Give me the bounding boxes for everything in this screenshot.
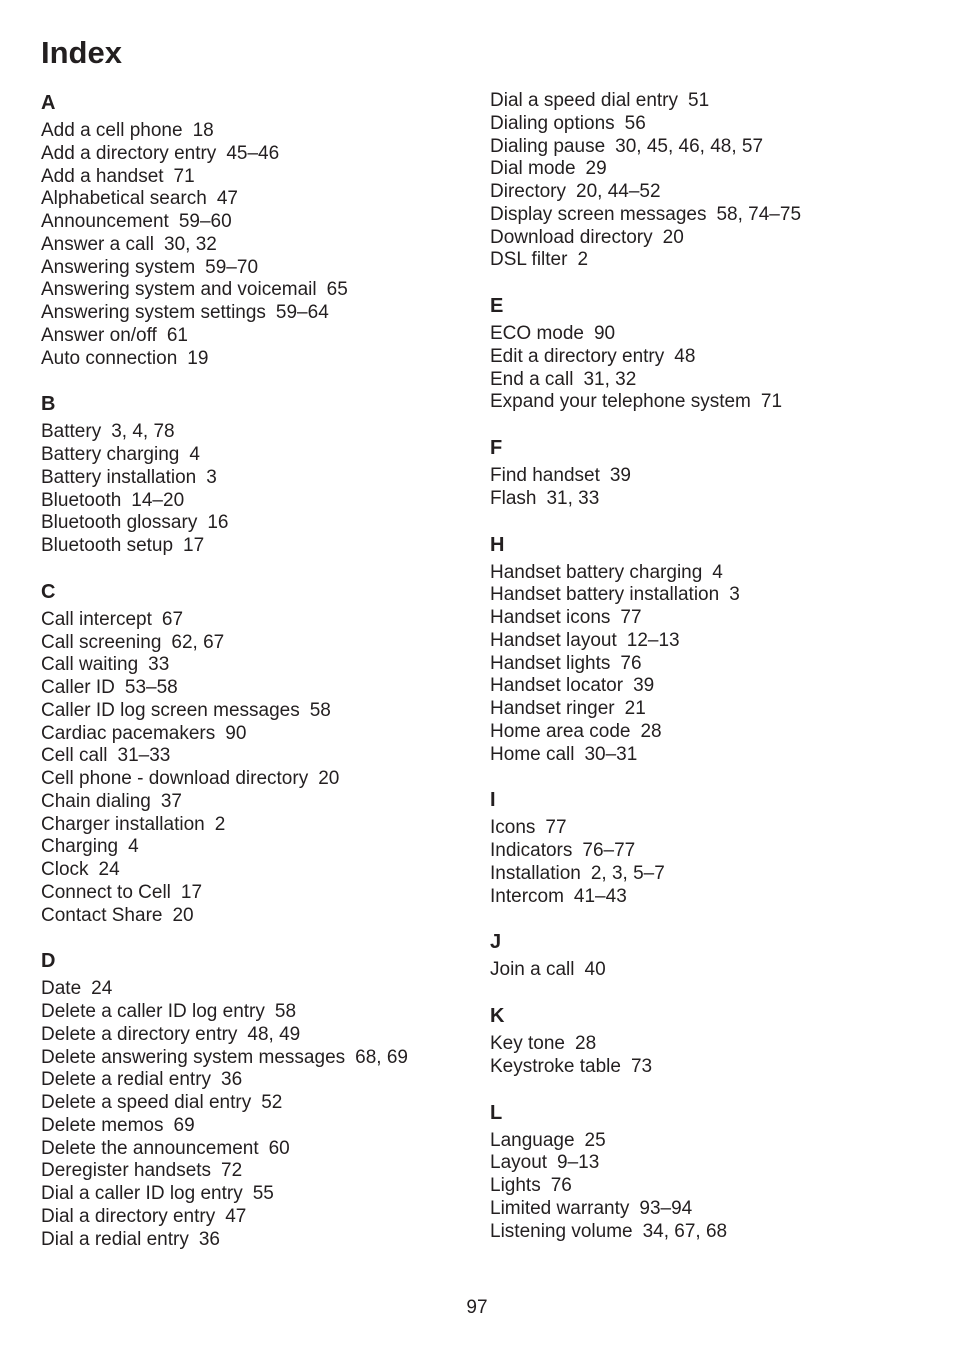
index-entry: [41, 768, 481, 791]
index-page-refs: 47: [225, 1205, 247, 1227]
index-page-refs: 17: [183, 535, 205, 556]
index-entry: [490, 1033, 930, 1056]
index-term: Alphabetical search: [41, 188, 207, 210]
index-term: Handset icons: [490, 607, 611, 628]
index-entry: [41, 444, 481, 467]
index-entry: [490, 227, 930, 250]
section-letter: J: [490, 931, 502, 954]
index-entry: [41, 882, 481, 905]
index-entry: [41, 302, 481, 325]
index-page-refs: 61: [166, 324, 188, 346]
index-term: Deregister handsets: [41, 1160, 212, 1182]
index-term: Find handset: [490, 465, 600, 486]
index-entry: [41, 905, 481, 928]
index-term: Limited warranty: [490, 1197, 630, 1219]
index-page-refs: 67: [161, 608, 184, 630]
index-entry-list: [490, 323, 930, 414]
index-term: Dial a speed dial entry: [490, 90, 678, 111]
index-page-refs: 20, 44–52: [576, 181, 661, 202]
index-entry-list: [490, 1130, 930, 1244]
index-page-refs: 33: [148, 654, 170, 676]
index-page-refs: 34, 67, 68: [642, 1220, 728, 1242]
index-term: Layout: [490, 1152, 548, 1174]
index-page-refs: 20: [662, 226, 684, 248]
index-term: Call intercept: [41, 608, 152, 630]
index-term: Delete a speed dial entry: [41, 1092, 252, 1113]
index-entry: [490, 465, 930, 488]
index-page-refs: 59–60: [178, 211, 232, 232]
index-term: Expand your telephone system: [490, 391, 751, 413]
index-page-refs: 69: [173, 1114, 195, 1136]
index-page-refs: 68, 69: [355, 1046, 408, 1068]
index-page-refs: 47: [216, 188, 238, 210]
index-entry: [490, 863, 930, 886]
index-page-refs: 30, 32: [164, 233, 217, 255]
section-letter: D: [41, 950, 56, 973]
index-section: [490, 787, 930, 908]
index-term: Call screening: [41, 631, 162, 653]
index-entry: [41, 700, 481, 723]
index-entry: [490, 90, 930, 113]
index-entry: [41, 490, 481, 513]
index-page-refs: 36: [221, 1069, 243, 1091]
index-entry: [490, 369, 930, 392]
index-term: Join a call: [490, 959, 575, 981]
index-term: Directory: [490, 181, 567, 202]
index-term: Answer on/off: [41, 324, 157, 346]
index-entry: [41, 1047, 481, 1070]
index-page-refs: 12–13: [626, 629, 680, 651]
index-entry: [490, 346, 930, 369]
index-entry: [490, 1056, 930, 1079]
index-term: Cell phone - download directory: [41, 768, 309, 789]
index-term: Language: [490, 1129, 575, 1151]
index-page-refs: 2: [577, 249, 589, 271]
index-term: Caller ID log screen messages: [41, 699, 300, 721]
index-term: Download directory: [490, 226, 653, 248]
index-term: ECO mode: [490, 323, 584, 344]
index-term: Caller ID: [41, 677, 115, 698]
index-entry: [41, 421, 481, 444]
index-page-refs: 71: [173, 165, 195, 187]
index-page-refs: 17: [180, 881, 203, 903]
index-entry: [41, 166, 481, 189]
index-page-refs: 56: [624, 112, 646, 134]
index-term: Delete a redial entry: [41, 1069, 212, 1091]
page-number: 97: [466, 1297, 488, 1318]
index-entry: [41, 791, 481, 814]
index-entry: [490, 607, 930, 630]
index-page-refs: 31–33: [117, 745, 171, 767]
index-entry: [490, 817, 930, 840]
index-entry: [490, 1175, 930, 1198]
index-term: Bluetooth: [41, 489, 122, 511]
index-page-refs: 20: [172, 904, 194, 926]
index-section: [490, 532, 930, 767]
index-page-refs: 77: [620, 607, 642, 628]
index-term: DSL filter: [490, 249, 568, 271]
index-term: Contact Share: [41, 904, 163, 926]
index-term: Answering system settings: [41, 302, 266, 323]
index-term: Indicators: [490, 840, 573, 861]
index-term: Installation: [490, 862, 581, 884]
index-page-refs: 39: [609, 465, 631, 486]
index-page-refs: 2, 3, 5–7: [590, 862, 665, 884]
index-page-refs: 19: [187, 347, 209, 369]
index-entry: [490, 959, 930, 982]
index-term: Handset ringer: [490, 698, 615, 719]
index-term: Connect to Cell: [41, 881, 171, 903]
index-entry: [41, 836, 481, 859]
section-letter: A: [41, 92, 56, 114]
index-entry-list: [41, 609, 481, 928]
index-entry: [41, 257, 481, 280]
index-entry-list: [41, 978, 481, 1251]
index-term: Handset battery charging: [490, 561, 703, 583]
index-page-refs: 30, 45, 46, 48, 57: [615, 135, 764, 157]
index-page-refs: 60: [268, 1137, 290, 1159]
index-entry: [41, 348, 481, 371]
index-page-refs: 55: [252, 1183, 274, 1204]
index-term: Delete answering system messages: [41, 1046, 346, 1068]
index-entry: [490, 721, 930, 744]
index-entry: [41, 1069, 481, 1092]
index-page-refs: 58: [274, 1001, 297, 1022]
index-term: Cardiac pacemakers: [41, 722, 216, 744]
index-term: Charger installation: [41, 813, 205, 835]
index-term: Add a handset: [41, 165, 164, 187]
index-page-refs: 36: [198, 1228, 220, 1250]
section-letter: L: [490, 1101, 503, 1124]
index-entry-list: [490, 1033, 930, 1079]
index-page-refs: 4: [128, 836, 139, 858]
index-page-refs: 48: [674, 345, 696, 367]
index-entry: [41, 279, 481, 302]
index-entry: [41, 859, 481, 882]
index-term: Dialing options: [490, 112, 615, 134]
index-entry: [41, 1138, 481, 1161]
index-entry: [41, 723, 481, 746]
index-term: Handset battery installation: [490, 584, 720, 606]
index-section: [41, 90, 481, 370]
index-page-refs: 3: [729, 584, 740, 606]
index-column-right: [490, 90, 930, 1243]
index-page-refs: 39: [633, 675, 655, 697]
index-term: Bluetooth glossary: [41, 512, 198, 534]
index-page-refs: 20: [318, 768, 340, 789]
index-column-left: [41, 90, 481, 1251]
index-page-refs: 4: [189, 444, 200, 465]
index-entry: [490, 562, 930, 585]
index-entry: [490, 886, 930, 909]
index-entry: [490, 158, 930, 181]
index-term: Delete a caller ID log entry: [41, 1001, 265, 1022]
index-term: Add a directory entry: [41, 142, 217, 164]
index-entry: [41, 1206, 481, 1229]
index-entry: [41, 234, 481, 257]
index-entry-list: [490, 817, 930, 908]
index-entry: [41, 745, 481, 768]
index-entry: [41, 677, 481, 700]
index-page-refs: 48, 49: [247, 1023, 301, 1045]
index-page-refs: 3: [206, 466, 217, 488]
index-section: [41, 391, 481, 558]
index-entry: [41, 978, 481, 1001]
index-page-refs: 18: [192, 120, 214, 141]
index-section: [41, 579, 481, 928]
index-page-refs: 25: [584, 1129, 606, 1151]
index-entry: [41, 1001, 481, 1024]
index-term: Dialing pause: [490, 135, 606, 157]
index-entry: [490, 488, 930, 511]
section-letter: E: [490, 295, 504, 317]
index-page-refs: 72: [221, 1160, 243, 1182]
section-letter: H: [490, 533, 505, 556]
index-term: Handset lights: [490, 652, 611, 674]
index-term: Date: [41, 978, 82, 1000]
index-term: Dial mode: [490, 158, 576, 180]
index-page-refs: 76–77: [582, 840, 636, 861]
index-entry: [41, 512, 481, 535]
index-entry: [490, 584, 930, 607]
index-entry: [41, 143, 481, 166]
section-letter: B: [41, 393, 56, 416]
index-entry: [490, 1198, 930, 1221]
index-term: Delete the announcement: [41, 1137, 259, 1159]
index-term: Home area code: [490, 720, 631, 742]
index-page-refs: 16: [207, 512, 229, 534]
section-letter: I: [490, 789, 496, 812]
index-page-refs: 4: [712, 561, 723, 583]
index-page-refs: 58: [309, 699, 331, 721]
page-title: Index: [41, 35, 122, 70]
index-page-refs: 62, 67: [171, 631, 225, 653]
index-entry: [41, 1160, 481, 1183]
index-term: Battery installation: [41, 466, 197, 488]
index-page-refs: 58, 74–75: [716, 203, 802, 225]
index-term: Display screen messages: [490, 203, 707, 225]
index-term: Delete a directory entry: [41, 1023, 238, 1045]
index-term: Dial a redial entry: [41, 1228, 189, 1250]
index-term: Answering system and voicemail: [41, 279, 317, 301]
index-term: Auto connection: [41, 347, 178, 369]
index-page-refs: 51: [688, 90, 710, 111]
index-entry: [41, 814, 481, 837]
index-entry: [41, 632, 481, 655]
index-section: [41, 948, 481, 1251]
index-page-refs: 90: [593, 323, 616, 344]
index-entry: [490, 744, 930, 767]
index-page-refs: 29: [585, 158, 607, 180]
index-entry: [490, 675, 930, 698]
index-entry-list: [490, 959, 930, 982]
index-page-refs: 21: [624, 698, 646, 719]
index-term: Keystroke table: [490, 1055, 621, 1077]
index-entry: [490, 840, 930, 863]
index-entry: [41, 467, 481, 490]
index-term: Chain dialing: [41, 790, 151, 812]
index-term: Announcement: [41, 211, 169, 232]
index-page-refs: 45–46: [226, 142, 280, 164]
index-entry: [490, 698, 930, 721]
index-entry: [41, 1229, 481, 1252]
index-section: [490, 1003, 930, 1079]
index-section: [490, 293, 930, 414]
index-entry: [490, 249, 930, 272]
index-page-refs: 71: [760, 391, 783, 413]
index-entry: [490, 204, 930, 227]
index-page-refs: 24: [98, 859, 120, 880]
index-entry: [490, 630, 930, 653]
index-entry-list: [41, 421, 481, 558]
index-term: End a call: [490, 368, 574, 390]
index-entry: [490, 323, 930, 346]
index-entry: [41, 211, 481, 234]
index-entry: [41, 1092, 481, 1115]
index-page-refs: 24: [91, 978, 113, 1000]
index-page-refs: 40: [584, 959, 606, 981]
index-entry: [490, 1221, 930, 1244]
index-term: Dial a directory entry: [41, 1205, 216, 1227]
section-letter: F: [490, 437, 503, 459]
index-entry: [41, 535, 481, 558]
index-page-refs: 76: [620, 652, 642, 674]
index-page-refs: 28: [575, 1033, 597, 1054]
index-page-refs: 3, 4, 78: [111, 421, 175, 443]
index-term: Handset locator: [490, 675, 624, 697]
index-term: Add a cell phone: [41, 120, 183, 141]
index-page-refs: 14–20: [131, 489, 185, 511]
index-page-refs: 2: [214, 813, 226, 835]
index-term: Battery charging: [41, 444, 180, 465]
index-page-refs: 9–13: [557, 1152, 600, 1174]
index-term: Icons: [490, 817, 536, 839]
index-term: Cell call: [41, 745, 108, 767]
index-term: Home call: [490, 743, 575, 765]
index-entry-list: [490, 562, 930, 767]
index-entry: [41, 120, 481, 143]
index-entry: [41, 609, 481, 632]
index-term: Charging: [41, 836, 119, 858]
index-page-refs: 59–70: [205, 256, 259, 278]
index-entry: [41, 188, 481, 211]
index-term: Key tone: [490, 1033, 565, 1054]
index-page-refs: 93–94: [639, 1197, 693, 1219]
index-section: [490, 1100, 930, 1244]
index-term: Call waiting: [41, 654, 139, 676]
index-term: Battery: [41, 421, 102, 443]
index-page-refs: 77: [545, 817, 567, 839]
index-entry: [490, 1130, 930, 1153]
index-page-refs: 59–64: [275, 302, 329, 323]
index-entry: [490, 113, 930, 136]
index-page-refs: 90: [225, 722, 247, 744]
index-entry: [490, 1152, 930, 1175]
index-page-refs: 52: [261, 1092, 283, 1113]
index-page-refs: 65: [326, 279, 348, 301]
index-entry-list: [490, 90, 930, 272]
index-page-refs: 41–43: [573, 885, 627, 907]
index-section: [490, 90, 930, 272]
index-entry: [41, 325, 481, 348]
index-page-refs: 28: [640, 720, 662, 742]
index-term: Clock: [41, 859, 89, 880]
index-term: Flash: [490, 487, 537, 509]
index-entry: [490, 136, 930, 159]
index-page-refs: 53–58: [124, 677, 178, 698]
section-letter: C: [41, 580, 56, 603]
index-section: [490, 435, 930, 511]
index-page-refs: 37: [160, 790, 182, 812]
index-term: Edit a directory entry: [490, 345, 665, 367]
index-term: Lights: [490, 1175, 541, 1196]
index-entry: [41, 654, 481, 677]
index-entry: [41, 1183, 481, 1206]
index-term: Answer a call: [41, 233, 154, 255]
index-page-refs: 31, 33: [546, 487, 600, 509]
index-term: Listening volume: [490, 1220, 633, 1242]
index-section: [490, 929, 930, 982]
index-term: Answering system: [41, 256, 196, 278]
index-entry: [41, 1024, 481, 1047]
index-term: Handset layout: [490, 629, 617, 651]
index-entry: [490, 391, 930, 414]
index-term: Bluetooth setup: [41, 535, 174, 556]
index-entry: [490, 181, 930, 204]
index-entry: [41, 1115, 481, 1138]
index-term: Intercom: [490, 885, 564, 907]
index-page-refs: 31, 32: [583, 368, 637, 390]
index-entry-list: [41, 120, 481, 370]
index-term: Delete memos: [41, 1114, 164, 1136]
index-term: Dial a caller ID log entry: [41, 1183, 243, 1204]
index-page-refs: 76: [550, 1175, 572, 1196]
index-page-refs: 30–31: [584, 743, 638, 765]
index-page-refs: 73: [630, 1055, 653, 1077]
index-entry-list: [490, 465, 930, 511]
index-entry: [490, 653, 930, 676]
section-letter: K: [490, 1005, 505, 1027]
